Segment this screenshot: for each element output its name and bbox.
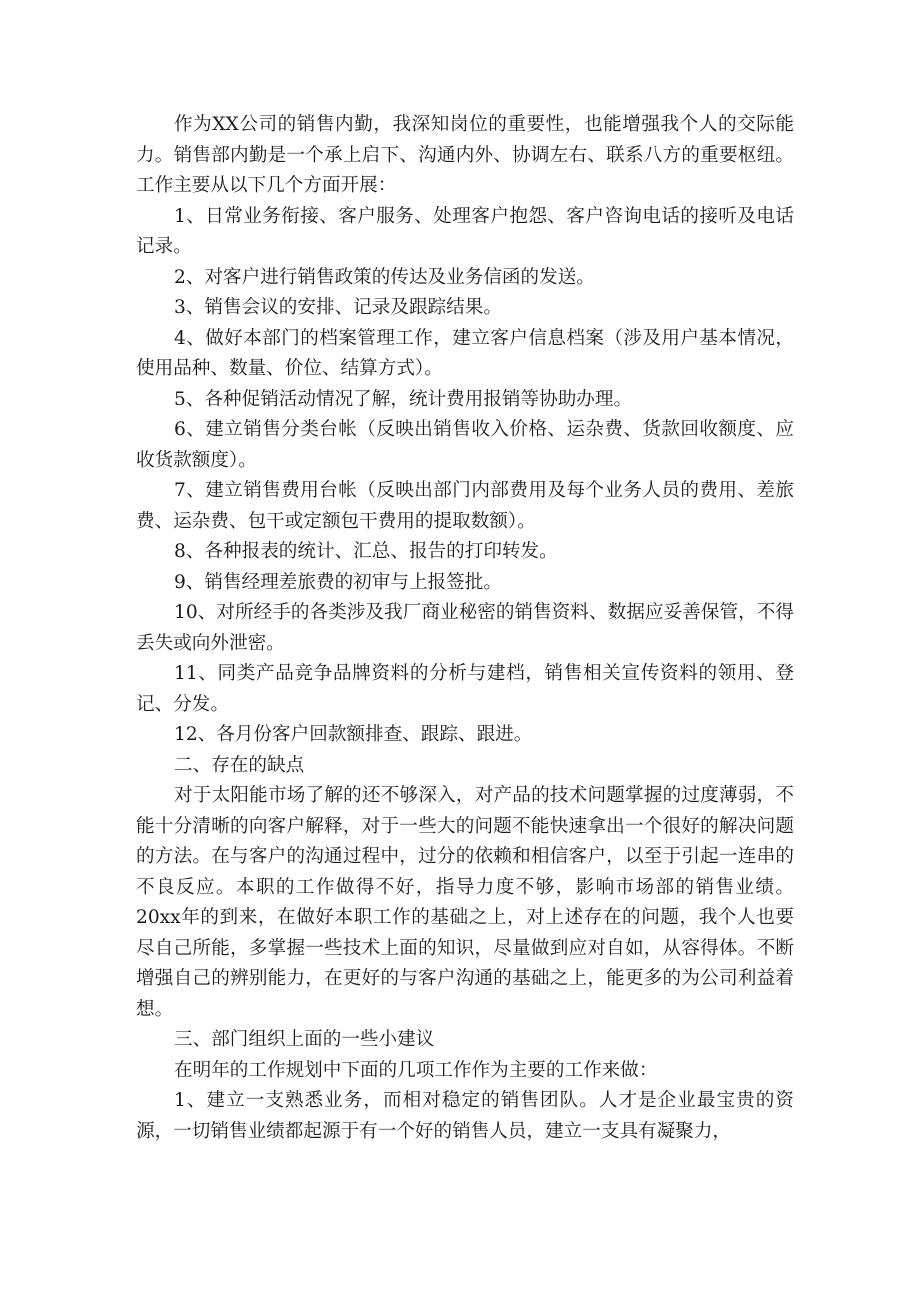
paragraph-item-5: 5、各种促销活动情况了解，统计费用报销等协助办理。	[174, 388, 633, 410]
document-page	[136, 110, 794, 1147]
paragraph-item-9: 9、销售经理差旅费的初审与上报签批。	[174, 571, 502, 593]
paragraph-item-8: 8、各种报表的统计、汇总、报告的打印转发。	[174, 541, 558, 562]
paragraph-plan-item-1: 1、建立一支熟悉业务，而相对稳定的销售团队。人才是企业最宝贵的资源，一切销售业绩都起源于有一个好的销售人员，建立一支具有凝聚力，	[136, 1090, 794, 1142]
paragraph-item-11: 11、同类产品竞争品牌资料的分析与建档，销售相关宣传资料的领用、登记、分发。	[136, 663, 794, 715]
paragraph-intro: 作为XX公司的销售内勤，我深知岗位的重要性，也能增强我个人的交际能力。销售部内勤是一个承上启下、沟通内外、协调左右、联系八方的重要枢纽。工作主要从以下几个方面开展：	[136, 114, 794, 196]
section-heading-suggestions: 三、部门组织上面的一些小建议	[174, 1029, 435, 1050]
paragraph-item-4: 4、做好本部门的档案管理工作，建立客户信息档案（涉及用户基本情况，使用品种、数量、价位、结算方式）。	[136, 327, 794, 379]
paragraph-shortcomings: 对于太阳能市场了解的还不够深入，对产品的技术问题掌握的过度薄弱，不能十分清晰的向客户解释，对于一些大的问题不能快速拿出一个很好的解决问题的方法。在与客户的沟通过程中，过分的依赖和相信客户，以至于引起一连串的不良反应。本职的工作做得不好，指导力度不够，影响市场部的销售业绩。20xx年的到来，在做好本职工作的基础之上，对上述存在的问题，我个人也要尽自己所能，多掌握一些技术上面的知识，尽量做到应对自如，从容得体。不断增强自己的辨别能力，在更好的与客户沟通的基础之上，能更多的为公司利益着想。	[136, 785, 794, 1020]
paragraph-item-1: 1、日常业务衔接、客户服务、处理客户抱怨、客户咨询电话的接听及电话记录。	[136, 205, 794, 257]
section-heading-shortcomings: 二、存在的缺点	[174, 754, 305, 776]
paragraph-item-2: 2、对客户进行销售政策的传达及业务信函的发送。	[174, 266, 595, 288]
paragraph-item-12: 12、各月份客户回款额排查、跟踪、跟进。	[174, 724, 533, 745]
paragraph-item-6: 6、建立销售分类台帐（反映出销售收入价格、运杂费、货款回收额度、应收货款额度）。	[136, 419, 794, 471]
paragraph-item-7: 7、建立销售费用台帐（反映出部门内部费用及每个业务人员的费用、差旅费、运杂费、包干或定额包干费用的提取数额）。	[136, 480, 794, 532]
paragraph-item-10: 10、对所经手的各类涉及我厂商业秘密的销售资料、数据应妥善保管，不得丢失或向外泄密。	[136, 602, 794, 654]
paragraph-item-3: 3、销售会议的安排、记录及跟踪结果。	[174, 297, 502, 318]
paragraph-plan-intro: 在明年的工作规划中下面的几项工作作为主要的工作来做：	[174, 1059, 658, 1081]
